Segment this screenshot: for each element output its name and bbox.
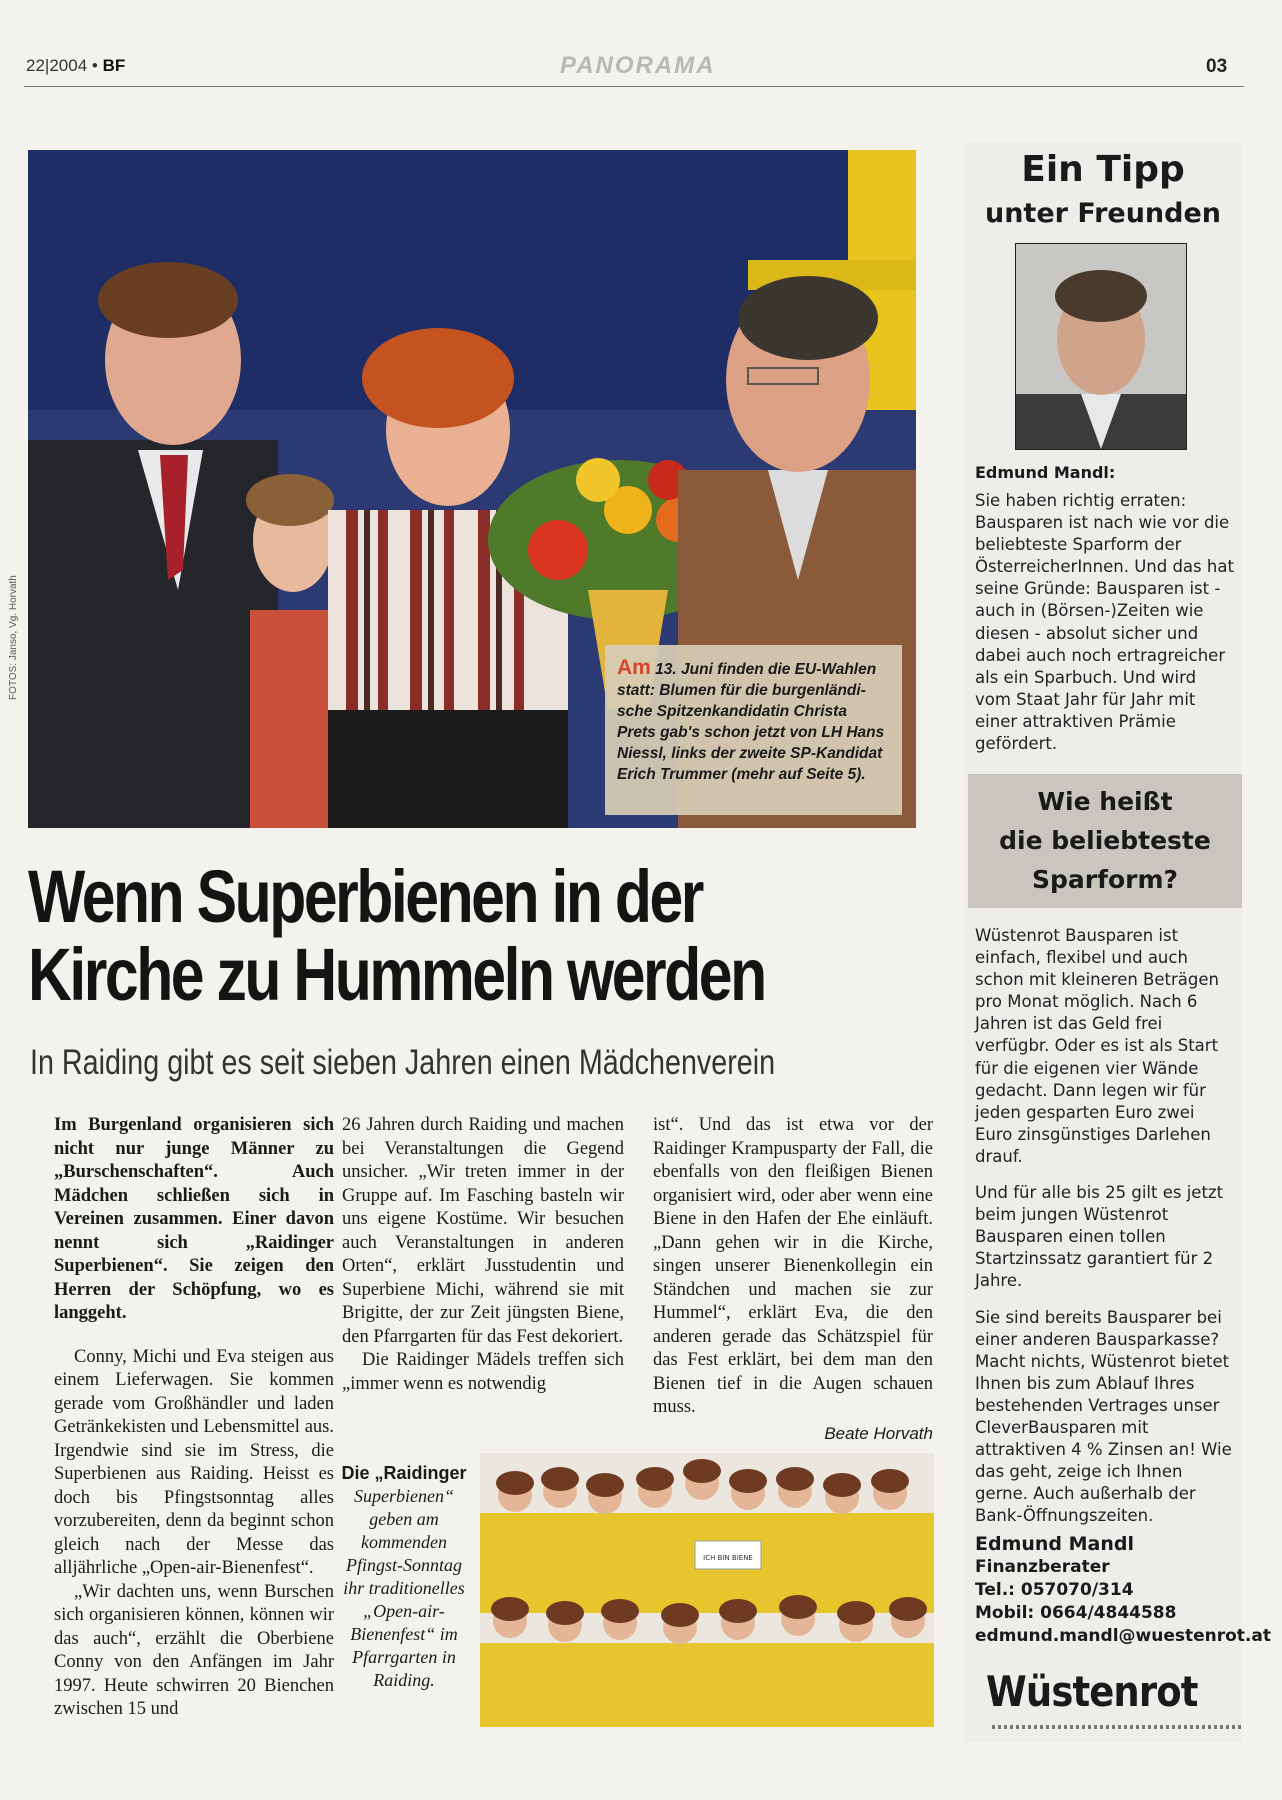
headline-line-2: Kirche zu Hummeln werden — [28, 933, 765, 1016]
group-photo — [480, 1453, 934, 1727]
contact-role: Finanzberater — [975, 1557, 1110, 1577]
article-paragraph: 26 Jahren durch Raiding und machen bei Veranstaltungen die Gegend unsicher. „Wir treten immer in der Gruppe auf. Im Fasching basteln wir uns eigene Kostüme. Wir besuchen auch Veranstaltungen in anderen Orten“, erklärt Jusstudentin und Superbiene Michi, während sie mit Brigitte, der zur Zeit jüngsten Biene, den Pfarrgarten für das Fest dekoriert. — [342, 1115, 624, 1347]
sidebar-title-line-2: unter Freunden — [984, 198, 1222, 229]
article-paragraph: ist“. Und das ist etwa vor der Raidinger Krampusparty der Fall, die ebenfalls von den fleißigen Bienen organisiert wird, oder aber wenn eine Biene in den Hafen der Ehe einläuft. „Dann gehen wir in die Kirche, singen unserer Bienenkollegin ein Ständchen und machen sie zur Hummel“, erklärt Eva, die den anderen gerade das Schätzspiel für das Fest erklärt, bei dem man den Bienen tief in die Augen schauen muss. — [653, 1115, 933, 1417]
author-byline: Beate Horvath — [824, 1423, 933, 1443]
section-title: PANORAMA — [560, 52, 716, 79]
caption-text: 13. Juni finden die EU-Wahlen statt: Blumen für die burgenländi-sche Spitzenkandidatin Christa Prets gab's schon jetzt von LH Hans Niessl, links der zweite SP-Kandidat Erich Trummer (mehr auf Seite 5). — [617, 661, 885, 783]
group-photo-caption — [340, 1462, 468, 1692]
brand-logo: Wüstenrot — [986, 1667, 1198, 1716]
issue-bullet: • — [91, 56, 98, 75]
photo-caption — [605, 645, 902, 815]
advisor-name: Edmund Mandl: — [975, 463, 1116, 482]
sidebar-intro-text: Sie haben richtig erraten: Bausparen ist nach wie vor die beliebteste Sparform der ÖsterreicherInnen. Und das hat seine Gründe: Bausparen ist - auch in (Börsen-)Zeiten wie diesen - absolut sicher und dabei auch noch ertragreicher als ein Sparbuch. Und wird vom Staat Jahr für Jahr mit einer attraktiven Prämie gefördert. — [975, 491, 1234, 754]
article-lead: Im Burgenland organisieren sich nicht nur junge Männer zu „Burschenschaften“. Auch Mädchen schließen sich in Vereinen zusammen. Einer davon nennt sich „Raidinger Superbienen“. Sie zeigen den Herren der Schöpfung, wo es langgeht. — [54, 1115, 334, 1323]
headline — [28, 855, 766, 1016]
sidebar-title — [964, 148, 1242, 236]
question-box — [968, 774, 1242, 908]
headline-line-1: Wenn Superbienen in der — [28, 855, 702, 938]
article-paragraph: „Wir dachten uns, wenn Burschen sich organisieren können, können wir das auch“, erzählt die Oberbiene Conny von den Anfängen im Jahr 1997. Heute schwirren 20 Bienchen zwischen 15 und — [54, 1581, 334, 1719]
question-line-2: die beliebteste — [999, 826, 1211, 855]
article-paragraph: Conny, Michi und Eva steigen aus einem Lieferwagen. Sie kommen gerade vom Großhändler und laden Getränkekisten und Lebensmittel aus. Irgendwie sind sie im Stress, die Superbienen aus Raiding. Heisst es doch bis Pfingstsonntag alles vorzubereiten, denn da beginnt schon gleich nach der Messe das alljährliche „Open-air-Bienenfest“. — [54, 1346, 334, 1578]
caption-lead: Am — [617, 656, 651, 679]
contact-email: edmund.mandl@wuestenrot.at — [975, 1626, 1271, 1646]
issue-info — [26, 56, 125, 76]
question-line-3: Sparform? — [1031, 865, 1179, 894]
group-caption-text: Superbienen“ geben am kommenden Pfingst-Sonntag ihr traditionelles „Open-air-Bienenfest“ im Pfarrgarten in Raiding. — [343, 1486, 465, 1690]
paper-name: BF — [102, 56, 126, 75]
photo-credit: FOTOS: Janso, Vg. Horvath — [8, 575, 19, 700]
header-divider — [24, 86, 1244, 87]
article-paragraph: Die Raidinger Mädels treffen sich „immer wenn es notwendig — [342, 1350, 624, 1394]
sidebar-paragraph: Wüstenrot Bausparen ist einfach, flexibel und auch schon mit kleineren Beträgen pro Monat möglich. Nach 6 Jahren ist das Geld frei verfügbr. Oder es ist als Start für die eigenen vier Wände gedacht. Dann legen wir für jeden gesparten Euro zwei Euro zinsgünstiges Darlehen drauf. — [975, 926, 1219, 1166]
article-column-1 — [54, 1114, 334, 1722]
sidebar-paragraph: Und für alle bis 25 gilt es jetzt beim jungen Wüstenrot Bausparen einen tollen Startzinssatz garantiert für 2 Jahre. — [975, 1183, 1224, 1291]
contact-mobile: Mobil: 0664/4844588 — [975, 1603, 1177, 1623]
subheadline: In Raiding gibt es seit sieben Jahren einen Mädchenverein — [30, 1043, 776, 1082]
sidebar-title-line-1: Ein Tipp — [1021, 149, 1185, 190]
sidebar-answer-text — [975, 925, 1237, 1541]
question-line-1: Wie heißt — [1037, 787, 1173, 816]
sidebar-paragraph: Sie sind bereits Bausparer bei einer anderen Bausparkasse? Macht nichts, Wüstenrot bietet Ihnen bis zum Ablauf Ihres bestehenden Vertrages unser CleverBausparen mit attraktiven 4 % Zinsen an! Wie das geht, zeige ich Ihnen gerne. Auch außerhalb der Bank-Öffnungszeiten. — [975, 1307, 1232, 1526]
group-caption-title: Die „Raidinger — [341, 1463, 467, 1483]
article-column-3 — [653, 1114, 933, 1444]
issue-number: 22|2004 — [26, 56, 88, 75]
page-number: 03 — [1206, 56, 1228, 77]
contact-name: Edmund Mandl — [975, 1533, 1135, 1555]
brand-underline — [992, 1725, 1242, 1729]
contact-block — [975, 1533, 1271, 1648]
contact-phone: Tel.: 057070/314 — [975, 1580, 1134, 1600]
article-column-2 — [342, 1114, 624, 1396]
advisor-portrait — [1015, 243, 1187, 450]
group-photo-sign: ICH BIN BIENE — [703, 1554, 753, 1562]
